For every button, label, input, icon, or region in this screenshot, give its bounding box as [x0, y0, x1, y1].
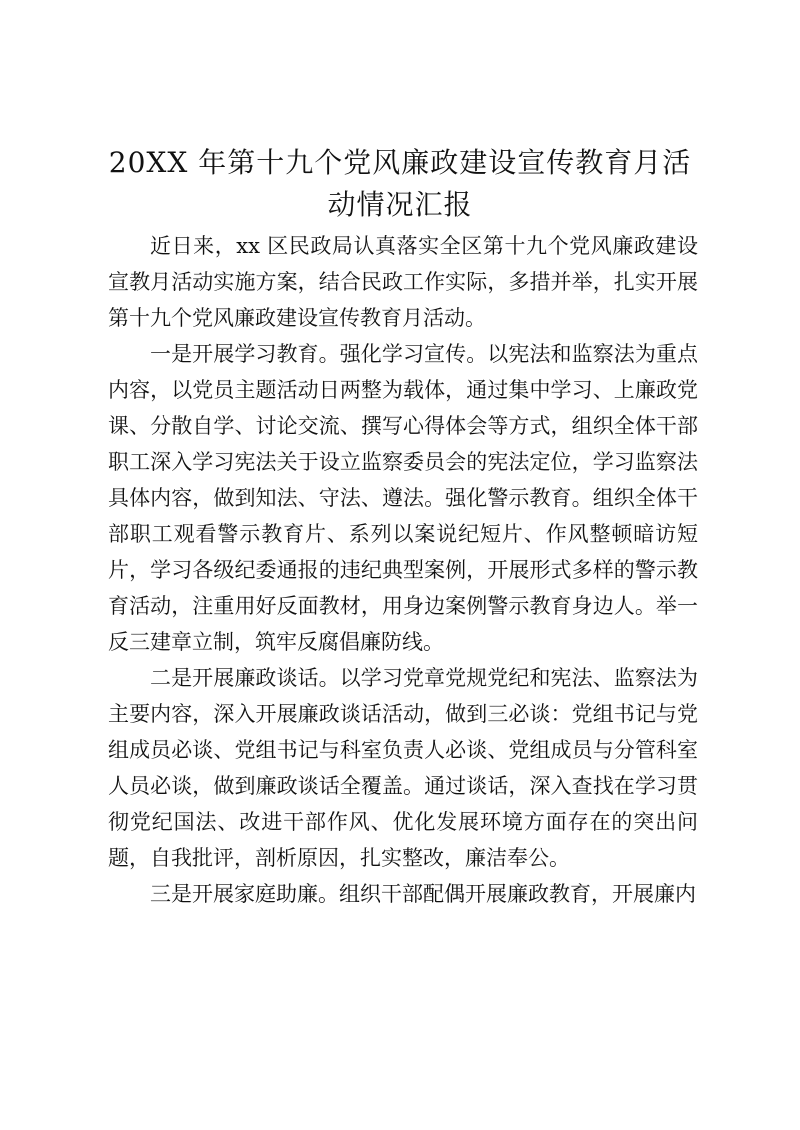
paragraph-family-integrity: 三是开展家庭助廉。组织干部配偶开展廉政教育，开展廉内 [150, 882, 696, 906]
document-body [108, 228, 698, 912]
document-title: 20XX 年第十九个党风廉政建设宣传教育月活动情况汇报 [108, 146, 692, 221]
paragraph-study-education: 一是开展学习教育。强化学习宣传。以宪法和监察法为重点内容，以党员主题活动日两整为载体，通过集中学习、上廉政党课、分散自学、讨论交流、撰写心得体会等方式，组织全体干部职工深入学习宪法关于设立监察委员会的宪法定位，学习监察法具体内容，做到知法、守法、遵法。强化警示教育。组织全体干部职工观看警示教育片、系列以案说纪短片、作风整顿暗访短片，学习各级纪委通报的违纪典型案例，开展形式多样的警示教育活动，注重用好反面教材，用身边案例警示教育身边人。举一反三建章立制，筑牢反腐倡廉防线。 [108, 342, 698, 654]
paragraph-intro: 近日来，xx 区民政局认真落实全区第十九个党风廉政建设宣教月活动实施方案，结合民政工作实际，多措并举，扎实开展第十九个党风廉政建设宣传教育月活动。 [108, 234, 698, 330]
paragraph-integrity-talks: 二是开展廉政谈话。以学习党章党规党纪和宪法、监察法为主要内容，深入开展廉政谈话活动，做到三必谈：党组书记与党组成员必谈、党组书记与科室负责人必谈、党组成员与分管科室人员必谈，做到廉政谈话全覆盖。通过谈话，深入查找在学习贯彻党纪国法、改进干部作风、优化发展环境方面存在的突出问题，自我批评，剖析原因，扎实整改，廉洁奉公。 [108, 666, 698, 870]
